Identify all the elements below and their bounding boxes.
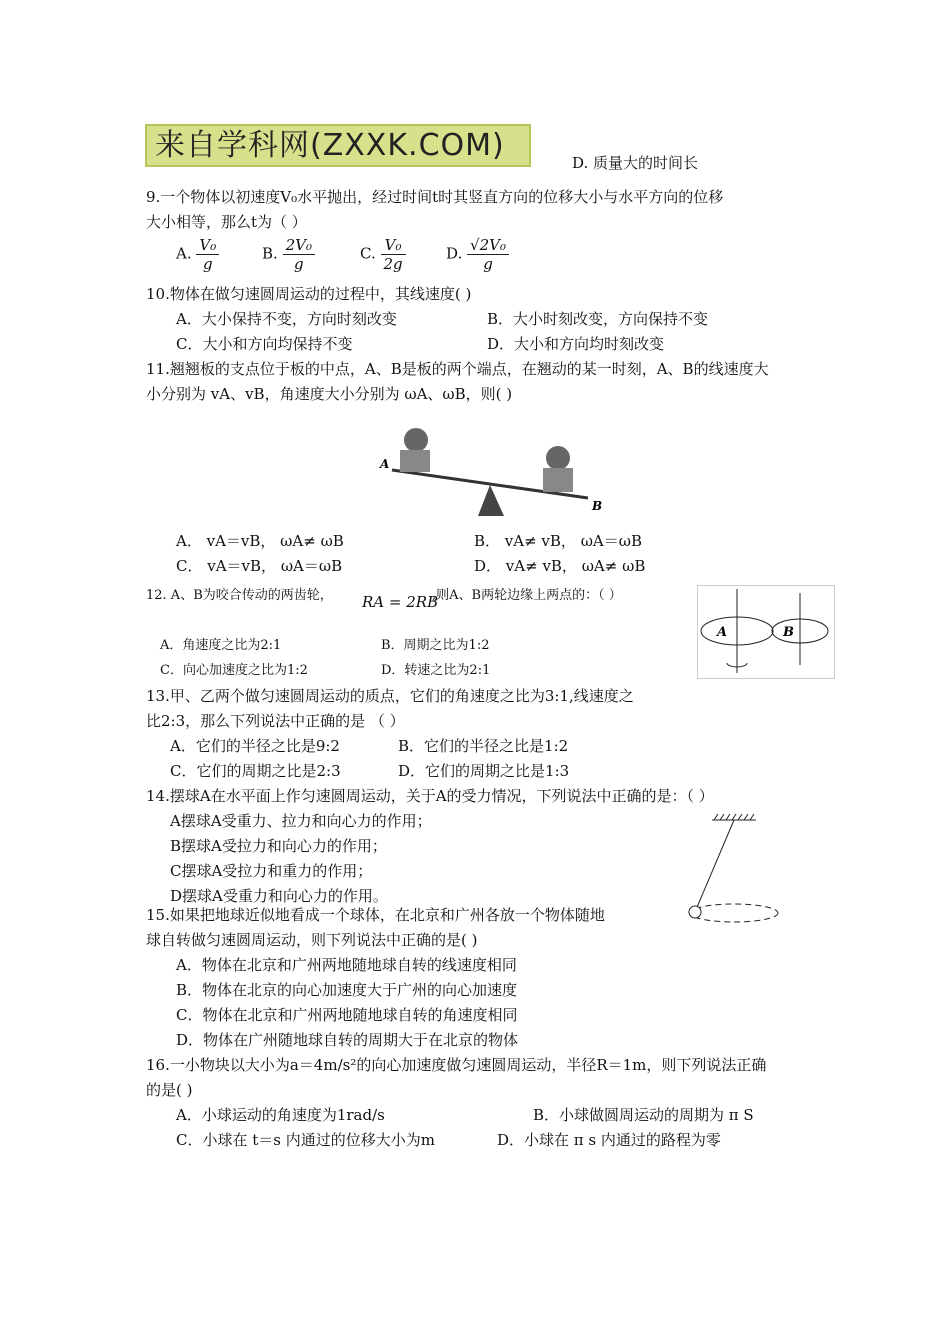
q9-option-b: B. $\frac{\text{2V₀}}{g}$ xyxy=(262,236,315,273)
q16-line1: 16.一小物块以大小为a＝4m/s²的向心加速度做匀速圆周运动，半径R＝1m，则下列说法正确 xyxy=(146,1056,767,1074)
q13-line2: 比2:3，那么下列说法中正确的是 （ ） xyxy=(146,712,405,730)
q16-option-b: B．小球做圆周运动的周期为 π S xyxy=(533,1106,754,1124)
q11-line1: 11.翘翘板的支点位于板的中点，A、B是板的两个端点，在翘动的某一时刻，A、B的线速度大 xyxy=(146,360,769,378)
q9-option-a: A. $\frac{\text{V₀}}{g}$ xyxy=(176,236,219,273)
fig-label-a: A xyxy=(717,625,728,640)
q14-stem: 14.摆球A在水平面上作匀速圆周运动，关于A的受力情况，下列说法中正确的是：（ ） xyxy=(146,787,714,805)
q15-line2: 球自转做匀速圆周运动，则下列说法中正确的是( ) xyxy=(146,931,478,949)
q10-stem: 10.物体在做匀速圆周运动的过程中，其线速度( ) xyxy=(146,285,472,303)
seesaw-figure xyxy=(378,410,608,520)
q11-option-a: A． vA＝vB， ωA≠ ωB xyxy=(176,532,344,550)
fig-label-b: B xyxy=(783,625,794,640)
q13-line1: 13.甲、乙两个做匀速圆周运动的质点，它们的角速度之比为3:1,线速度之 xyxy=(146,687,634,705)
q16-option-d: D．小球在 π s 内通过的路程为零 xyxy=(497,1131,721,1149)
q15-line1: 15.如果把地球近似地看成一个球体，在北京和广州各放一个物体随地 xyxy=(146,906,605,924)
q11-option-d: D． vA≠ vB， ωA≠ ωB xyxy=(474,557,646,575)
q12-formula: RA = 2RB xyxy=(362,593,439,611)
gear-figure xyxy=(697,585,835,679)
circular-path xyxy=(690,904,778,922)
q9-option-d: D. $\frac{\text{√2V₀}}{g}$ xyxy=(446,236,509,273)
q14-option-b: B摆球A受拉力和向心力的作用； xyxy=(170,837,387,855)
child-a-head xyxy=(404,428,428,452)
pendulum-string xyxy=(695,820,734,912)
q13-option-d: D．它们的周期之比是1:3 xyxy=(398,762,570,780)
q11-option-c: C． vA＝vB， ωA＝ωB xyxy=(176,557,343,575)
ceiling-hatch xyxy=(714,814,754,820)
child-a-body xyxy=(400,450,430,472)
q10-option-a: A．大小保持不变，方向时刻改变 xyxy=(176,310,397,328)
seesaw-pivot xyxy=(478,485,504,516)
q15-option-c: C．物体在北京和广州两地随地球自转的角速度相同 xyxy=(176,1006,518,1024)
child-b-head xyxy=(546,446,570,470)
q12-stem-cont: ,则A、B两轮边缘上两点的：（ ） xyxy=(432,588,622,603)
q12-option-c: C．向心加速度之比为1:2 xyxy=(160,663,308,678)
q14-option-d: D摆球A受重力和向心力的作用。 xyxy=(170,887,388,905)
pendulum-ball xyxy=(689,906,701,918)
q9-option-c: C. $\frac{\text{V₀}}{2g}$ xyxy=(360,236,406,273)
q13-option-a: A．它们的半径之比是9:2 xyxy=(170,737,340,755)
q8-option-d: D. 质量大的时间长 xyxy=(572,154,699,172)
q10-option-d: D．大小和方向均时刻改变 xyxy=(487,335,665,353)
fig-label-b: B xyxy=(592,499,603,513)
child-b-body xyxy=(543,468,573,492)
q15-option-d: D．物体在广州随地球自转的周期大于在北京的物体 xyxy=(176,1031,519,1049)
pendulum-figure xyxy=(684,812,784,924)
q15-option-a: A．物体在北京和广州两地随地球自转的线速度相同 xyxy=(176,956,517,974)
q12-option-b: B．周期之比为1:2 xyxy=(381,638,490,653)
q14-option-c: C摆球A受拉力和重力的作用； xyxy=(170,862,373,880)
q12-option-a: A．角速度之比为2:1 xyxy=(160,638,282,653)
site-logo: 来自学科网(ZXXK.COM) xyxy=(145,124,531,167)
q9-line2: 大小相等，那么t为（ ） xyxy=(146,213,307,231)
q12-option-d: D．转速之比为2:1 xyxy=(381,663,491,678)
q13-option-b: B．它们的半径之比是1:2 xyxy=(398,737,569,755)
q13-option-c: C．它们的周期之比是2:3 xyxy=(170,762,341,780)
q16-option-a: A．小球运动的角速度为1rad/s xyxy=(176,1106,385,1124)
q11-line2: 小分别为 vA、vB，角速度大小分别为 ωA、ωB，则( ) xyxy=(146,385,513,403)
q10-option-b: B．大小时刻改变，方向保持不变 xyxy=(487,310,709,328)
fig-label-a: A xyxy=(380,457,390,471)
q11-option-b: B． vA≠ vB， ωA＝ωB xyxy=(474,532,643,550)
q16-option-c: C．小球在 t＝s 内通过的位移大小为m xyxy=(176,1131,435,1149)
q9-line1: 9.一个物体以初速度V₀水平抛出，经过时间t时其竖直方向的位移大小与水平方向的位移 xyxy=(146,188,724,206)
q10-option-c: C．大小和方向均保持不变 xyxy=(176,335,353,353)
q16-line2: 的是( ) xyxy=(146,1081,193,1099)
q12-stem: 12. A、B为咬合传动的两齿轮， xyxy=(146,588,333,603)
q14-option-a: A摆球A受重力、拉力和向心力的作用； xyxy=(170,812,432,830)
q15-option-b: B．物体在北京的向心加速度大于广州的向心加速度 xyxy=(176,981,518,999)
